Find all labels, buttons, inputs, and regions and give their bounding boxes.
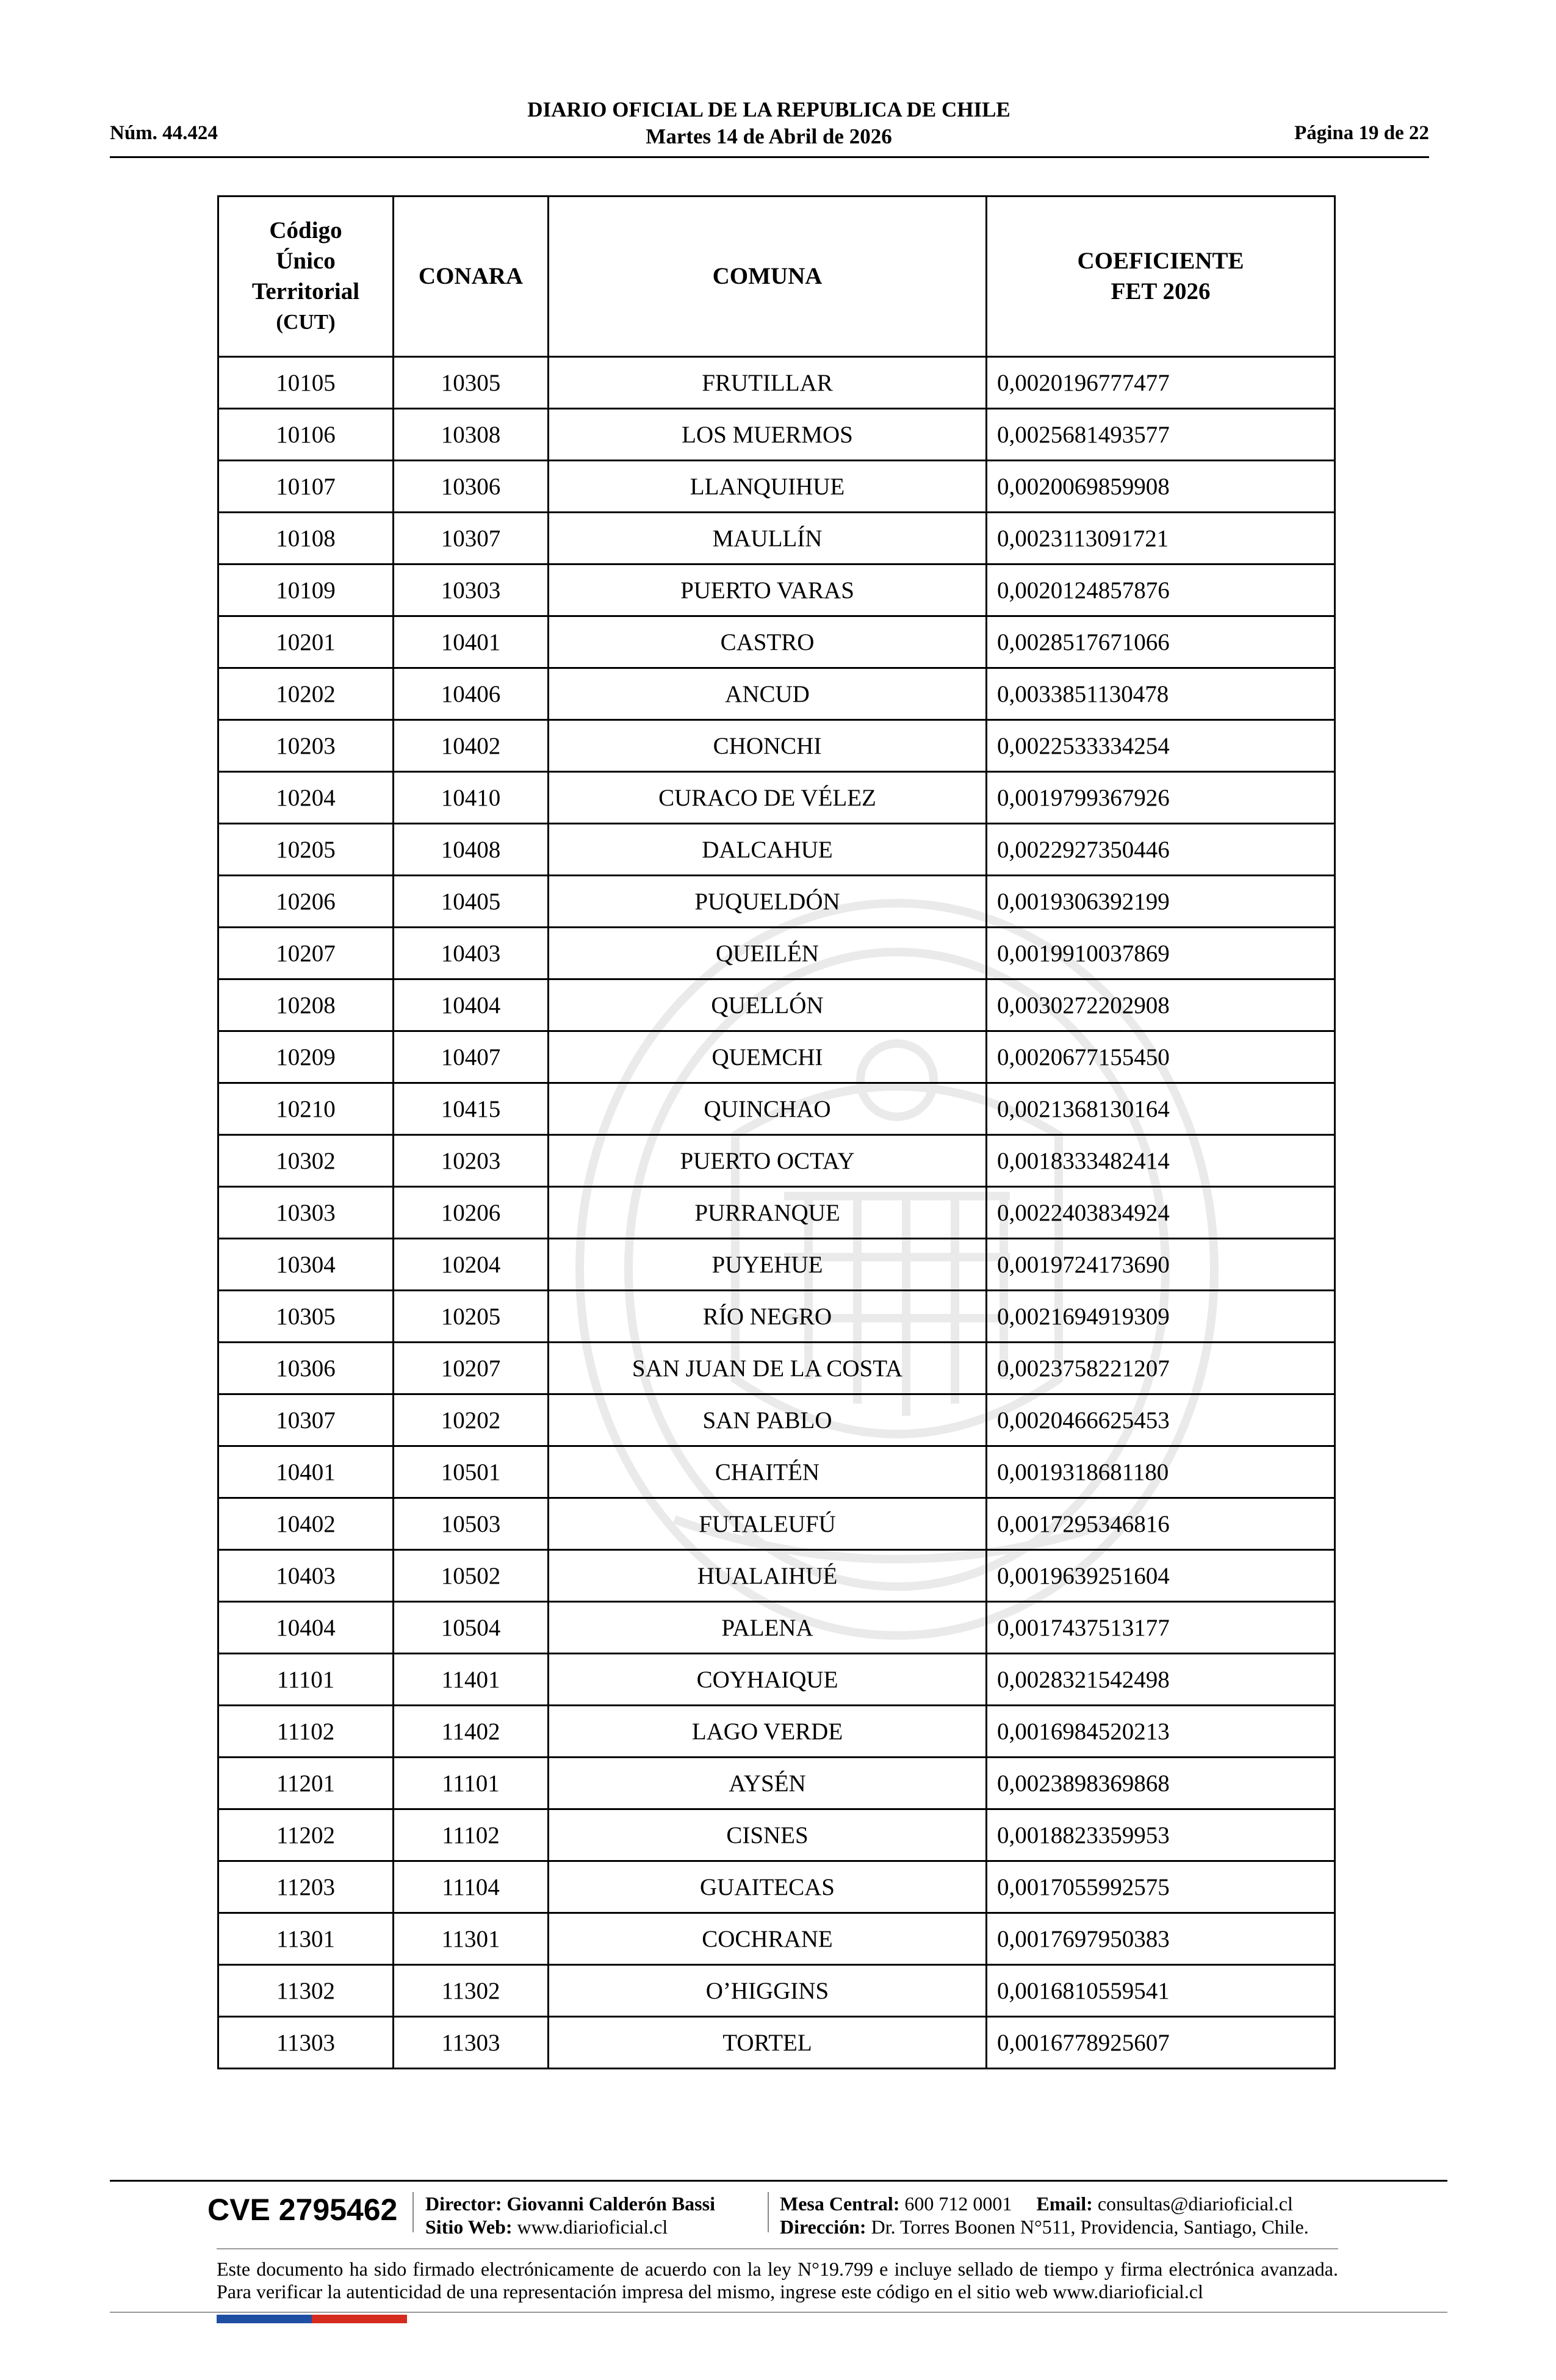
- cell-conara: 10205: [394, 1291, 549, 1343]
- cell-coef: 0,0020069859908: [987, 461, 1335, 513]
- cell-cut: 11101: [218, 1654, 394, 1706]
- table-row: [218, 772, 1335, 824]
- footer-address-line: [780, 2215, 1309, 2238]
- table-row: [218, 979, 1335, 1031]
- footer-divider-mid: [217, 2248, 1338, 2249]
- table-row: [218, 1498, 1335, 1550]
- page-number: Página 19 de 22: [1294, 122, 1429, 144]
- website-link[interactable]: www.diarioficial.cl: [517, 2216, 668, 2238]
- publication-date: Martes 14 de Abril de 2026: [646, 124, 892, 148]
- table-row: [218, 564, 1335, 616]
- cell-conara: 10403: [394, 928, 549, 979]
- flag-stripe-red: [312, 2315, 407, 2323]
- flag-stripe: [217, 2315, 407, 2323]
- cell-cut: 10306: [218, 1343, 394, 1394]
- cell-conara: 10405: [394, 876, 549, 928]
- footer-disclaimer: Este documento ha sido firmado electrónicamente de acuerdo con la ley N°19.799 e incluye sellado de tiempo y firma electrónica avanzada. Para verificar la autenticidad de una representación impresa del mismo, ingrese este código en el sitio web www.diarioficial.cl: [217, 2258, 1338, 2302]
- cell-conara: 10501: [394, 1446, 549, 1498]
- cell-comuna: CHAITÉN: [549, 1446, 987, 1498]
- cell-comuna: CISNES: [549, 1809, 987, 1861]
- cell-cut: 11302: [218, 1965, 394, 2017]
- table-row: [218, 1135, 1335, 1187]
- cell-comuna: PUERTO OCTAY: [549, 1135, 987, 1187]
- cell-cut: 10205: [218, 824, 394, 876]
- cell-coef: 0,0018333482414: [987, 1135, 1335, 1187]
- cell-cut: 10202: [218, 668, 394, 720]
- cell-coef: 0,0022927350446: [987, 824, 1335, 876]
- table-row: [218, 668, 1335, 720]
- cell-coef: 0,0016778925607: [987, 2017, 1335, 2069]
- cell-comuna: RÍO NEGRO: [549, 1291, 987, 1343]
- cell-conara: 10410: [394, 772, 549, 824]
- header-cut-line4: (CUT): [276, 310, 336, 334]
- cell-conara: 10204: [394, 1239, 549, 1291]
- cell-cut: 10209: [218, 1031, 394, 1083]
- email-link[interactable]: consultas@diarioficial.cl: [1097, 2193, 1293, 2215]
- footer-separator: [412, 2192, 414, 2232]
- table-row: [218, 1446, 1335, 1498]
- table-body: [218, 357, 1335, 2069]
- cell-cut: 10203: [218, 720, 394, 772]
- cell-coef: 0,0023898369868: [987, 1758, 1335, 1809]
- cell-coef: 0,0021368130164: [987, 1083, 1335, 1135]
- header-comuna: COMUNA: [549, 197, 987, 357]
- cell-conara: 10503: [394, 1498, 549, 1550]
- cell-coef: 0,0019724173690: [987, 1239, 1335, 1291]
- cell-cut: 11301: [218, 1913, 394, 1965]
- cell-comuna: PUQUELDÓN: [549, 876, 987, 928]
- table-row: [218, 1913, 1335, 1965]
- table-row: [218, 1394, 1335, 1446]
- cell-cut: 10307: [218, 1394, 394, 1446]
- cell-cut: 10204: [218, 772, 394, 824]
- cell-coef: 0,0028321542498: [987, 1654, 1335, 1706]
- cell-comuna: TORTEL: [549, 2017, 987, 2069]
- footer-director-line: [425, 2192, 715, 2215]
- cell-comuna: AYSÉN: [549, 1758, 987, 1809]
- cell-comuna: QUELLÓN: [549, 979, 987, 1031]
- footer-website-line: [425, 2215, 715, 2238]
- cell-coef: 0,0017437513177: [987, 1602, 1335, 1654]
- cell-coef: 0,0022403834924: [987, 1187, 1335, 1239]
- cell-coef: 0,0019306392199: [987, 876, 1335, 928]
- cell-conara: 11102: [394, 1809, 549, 1861]
- table-row: [218, 616, 1335, 668]
- cell-coef: 0,0020124857876: [987, 564, 1335, 616]
- cell-conara: 11301: [394, 1913, 549, 1965]
- cell-coef: 0,0020677155450: [987, 1031, 1335, 1083]
- table-row: [218, 1031, 1335, 1083]
- cell-comuna: ANCUD: [549, 668, 987, 720]
- footer-contact-line: [780, 2192, 1309, 2215]
- cell-coef: 0,0017697950383: [987, 1913, 1335, 1965]
- cell-comuna: FUTALEUFÚ: [549, 1498, 987, 1550]
- page-header: [305, 96, 1233, 150]
- cell-cut: 10401: [218, 1446, 394, 1498]
- director-label: Director:: [425, 2193, 502, 2215]
- cell-conara: 10408: [394, 824, 549, 876]
- cell-conara: 10306: [394, 461, 549, 513]
- cell-cut: 10207: [218, 928, 394, 979]
- cell-comuna: SAN JUAN DE LA COSTA: [549, 1343, 987, 1394]
- table-row: [218, 513, 1335, 564]
- cell-coef: 0,0030272202908: [987, 979, 1335, 1031]
- cell-coef: 0,0019910037869: [987, 928, 1335, 979]
- table-row: [218, 1550, 1335, 1602]
- cell-comuna: PUYEHUE: [549, 1239, 987, 1291]
- table-row: [218, 461, 1335, 513]
- cell-coef: 0,0033851130478: [987, 668, 1335, 720]
- cell-conara: 11302: [394, 1965, 549, 2017]
- cell-coef: 0,0017055992575: [987, 1861, 1335, 1913]
- cell-cut: 11201: [218, 1758, 394, 1809]
- table-header-row: [218, 197, 1335, 357]
- cell-comuna: COYHAIQUE: [549, 1654, 987, 1706]
- cell-cut: 10304: [218, 1239, 394, 1291]
- header-coef-line1: COEFICIENTE: [1077, 248, 1244, 274]
- cell-conara: 10307: [394, 513, 549, 564]
- cell-coef: 0,0020196777477: [987, 357, 1335, 409]
- publication-title: DIARIO OFICIAL DE LA REPUBLICA DE CHILE: [527, 98, 1010, 121]
- cell-conara: 10504: [394, 1602, 549, 1654]
- cell-coef: 0,0019799367926: [987, 772, 1335, 824]
- table-row: [218, 1861, 1335, 1913]
- cell-conara: 11104: [394, 1861, 549, 1913]
- cell-coef: 0,0017295346816: [987, 1498, 1335, 1550]
- table-row: [218, 876, 1335, 928]
- footer-contact-block: [780, 2192, 1309, 2238]
- cell-coef: 0,0022533334254: [987, 720, 1335, 772]
- header-divider: [110, 156, 1429, 158]
- cell-coef: 0,0016810559541: [987, 1965, 1335, 2017]
- table-row: [218, 1654, 1335, 1706]
- cell-conara: 11401: [394, 1654, 549, 1706]
- cell-conara: 10308: [394, 409, 549, 461]
- cell-cut: 10201: [218, 616, 394, 668]
- cell-comuna: SAN PABLO: [549, 1394, 987, 1446]
- address-label: Dirección:: [780, 2216, 866, 2238]
- cell-coef: 0,0018823359953: [987, 1809, 1335, 1861]
- cell-conara: 10206: [394, 1187, 549, 1239]
- cell-comuna: MAULLÍN: [549, 513, 987, 564]
- cell-coef: 0,0021694919309: [987, 1291, 1335, 1343]
- header-cut-line1: Código: [269, 217, 342, 243]
- cell-conara: 10502: [394, 1550, 549, 1602]
- cell-comuna: QUINCHAO: [549, 1083, 987, 1135]
- table-row: [218, 1291, 1335, 1343]
- cell-conara: 10203: [394, 1135, 549, 1187]
- email-label: Email:: [1036, 2193, 1093, 2215]
- table-row: [218, 1187, 1335, 1239]
- flag-stripe-blue: [217, 2315, 312, 2323]
- cell-comuna: O’HIGGINS: [549, 1965, 987, 2017]
- cell-conara: 10303: [394, 564, 549, 616]
- table-row: [218, 720, 1335, 772]
- cell-comuna: COCHRANE: [549, 1913, 987, 1965]
- cell-conara: 10202: [394, 1394, 549, 1446]
- cell-coef: 0,0020466625453: [987, 1394, 1335, 1446]
- header-coef-line2: FET 2026: [1111, 278, 1211, 305]
- table-row: [218, 824, 1335, 876]
- cell-cut: 10208: [218, 979, 394, 1031]
- header-conara: CONARA: [394, 197, 549, 357]
- header-cut-line3: Territorial: [251, 278, 360, 305]
- cell-conara: 10415: [394, 1083, 549, 1135]
- cell-cut: 10305: [218, 1291, 394, 1343]
- cell-comuna: LOS MUERMOS: [549, 409, 987, 461]
- cell-coef: 0,0023113091721: [987, 513, 1335, 564]
- mesa-label: Mesa Central:: [780, 2193, 900, 2215]
- cell-comuna: QUEMCHI: [549, 1031, 987, 1083]
- cell-coef: 0,0025681493577: [987, 409, 1335, 461]
- table-row: [218, 357, 1335, 409]
- table-row: [218, 1965, 1335, 2017]
- cell-cut: 10403: [218, 1550, 394, 1602]
- cell-coef: 0,0019318681180: [987, 1446, 1335, 1498]
- cell-cut: 11303: [218, 2017, 394, 2069]
- cve-code: CVE 2795462: [207, 2193, 398, 2227]
- cell-cut: 10106: [218, 409, 394, 461]
- cell-comuna: PALENA: [549, 1602, 987, 1654]
- cell-conara: 10401: [394, 616, 549, 668]
- cell-conara: 11101: [394, 1758, 549, 1809]
- cell-cut: 10302: [218, 1135, 394, 1187]
- cell-cut: 10105: [218, 357, 394, 409]
- cell-conara: 11303: [394, 2017, 549, 2069]
- cell-comuna: CASTRO: [549, 616, 987, 668]
- cell-cut: 10108: [218, 513, 394, 564]
- cell-cut: 10402: [218, 1498, 394, 1550]
- director-name: Giovanni Calderón Bassi: [506, 2193, 715, 2215]
- cell-comuna: CURACO DE VÉLEZ: [549, 772, 987, 824]
- table-row: [218, 1239, 1335, 1291]
- table-row: [218, 1343, 1335, 1394]
- cell-comuna: CHONCHI: [549, 720, 987, 772]
- table-row: [218, 1809, 1335, 1861]
- table-row: [218, 928, 1335, 979]
- mesa-value: 600 712 0001: [904, 2193, 1012, 2215]
- cell-coef: 0,0019639251604: [987, 1550, 1335, 1602]
- cell-cut: 10109: [218, 564, 394, 616]
- table-row: [218, 2017, 1335, 2069]
- cell-coef: 0,0016984520213: [987, 1706, 1335, 1758]
- cell-coef: 0,0023758221207: [987, 1343, 1335, 1394]
- cell-cut: 10107: [218, 461, 394, 513]
- footer-divider-top: [110, 2180, 1447, 2182]
- cell-conara: 10305: [394, 357, 549, 409]
- cell-conara: 11402: [394, 1706, 549, 1758]
- website-label: Sitio Web:: [425, 2216, 513, 2238]
- cell-cut: 10404: [218, 1602, 394, 1654]
- cell-comuna: GUAITECAS: [549, 1861, 987, 1913]
- cell-cut: 11203: [218, 1861, 394, 1913]
- cell-conara: 10407: [394, 1031, 549, 1083]
- table-row: [218, 1758, 1335, 1809]
- cell-comuna: LAGO VERDE: [549, 1706, 987, 1758]
- address-value: Dr. Torres Boonen N°511, Providencia, Santiago, Chile.: [871, 2216, 1309, 2238]
- cell-cut: 10206: [218, 876, 394, 928]
- table-row: [218, 1083, 1335, 1135]
- cell-comuna: PUERTO VARAS: [549, 564, 987, 616]
- table-row: [218, 409, 1335, 461]
- cell-cut: 10210: [218, 1083, 394, 1135]
- issue-number: Núm. 44.424: [110, 122, 218, 144]
- cell-comuna: QUEILÉN: [549, 928, 987, 979]
- header-cut: [218, 197, 394, 357]
- footer-separator: [768, 2192, 769, 2232]
- cell-comuna: LLANQUIHUE: [549, 461, 987, 513]
- footer-divider-bottom: [110, 2312, 1447, 2313]
- cell-conara: 10406: [394, 668, 549, 720]
- cell-comuna: DALCAHUE: [549, 824, 987, 876]
- table-row: [218, 1602, 1335, 1654]
- cell-comuna: HUALAIHUÉ: [549, 1550, 987, 1602]
- footer-director-block: [425, 2192, 715, 2238]
- cell-comuna: PURRANQUE: [549, 1187, 987, 1239]
- cell-cut: 11102: [218, 1706, 394, 1758]
- coefficient-table: [217, 195, 1336, 2069]
- cell-conara: 10207: [394, 1343, 549, 1394]
- cell-conara: 10402: [394, 720, 549, 772]
- header-coef: [987, 197, 1335, 357]
- cell-conara: 10404: [394, 979, 549, 1031]
- cell-cut: 11202: [218, 1809, 394, 1861]
- cell-comuna: FRUTILLAR: [549, 357, 987, 409]
- cell-cut: 10303: [218, 1187, 394, 1239]
- header-cut-line2: Único: [276, 248, 336, 274]
- table-row: [218, 1706, 1335, 1758]
- cell-coef: 0,0028517671066: [987, 616, 1335, 668]
